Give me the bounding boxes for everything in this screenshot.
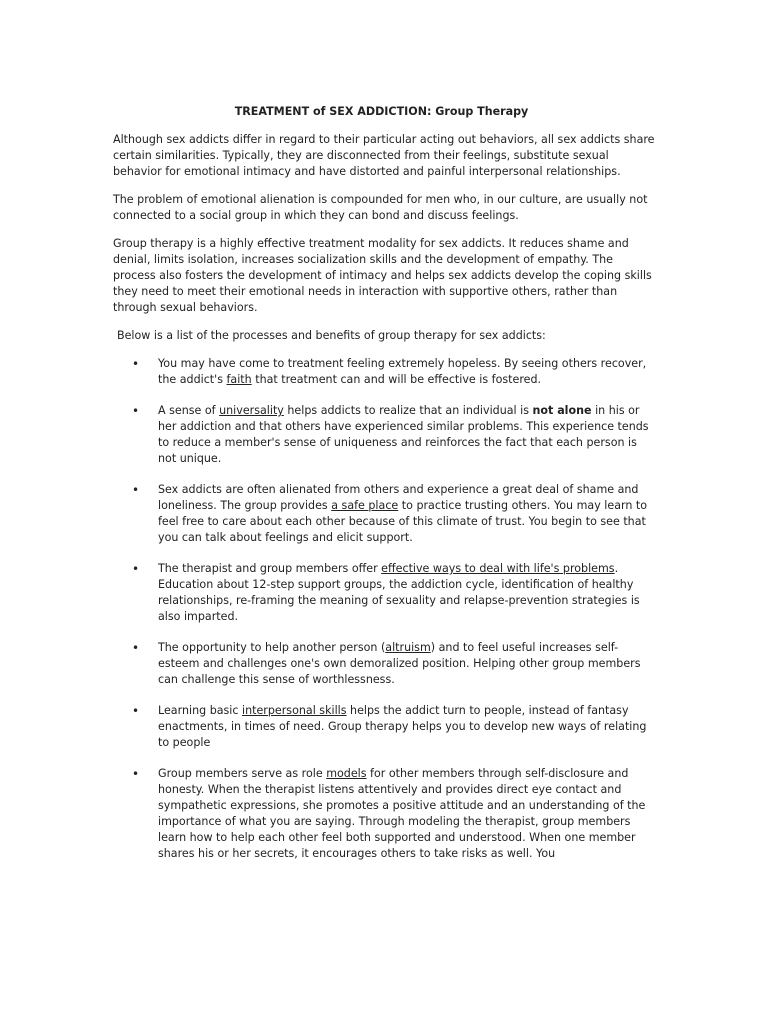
item-text: in his or her addiction and that others have experienced similar problems. This experience tends to reduce a member's sense of uniqueness and reinforces the fact that each person is not unique.	[158, 404, 649, 465]
list-item-altruism	[113, 640, 658, 688]
list-item-interpersonal-skills	[113, 703, 658, 751]
item-text: Sex addicts are often alienated from others and experience a great deal of shame and loneliness. The group provides	[158, 483, 639, 512]
item-keyword: universality	[219, 404, 284, 417]
list-item-models	[113, 766, 658, 862]
item-keyword: faith	[226, 373, 252, 386]
list-item-effective-ways	[113, 561, 658, 625]
paragraph-group-therapy: Group therapy is a highly effective treatment modality for sex addicts. It reduces shame and denial, limits isolation, increases socialization skills and the development of empathy. The process also fosters the development of intimacy and helps sex addicts develop the coping skills they need to meet their emotional needs in interaction with supportive others, rather than through sexual behaviors.	[113, 237, 652, 314]
bullet-icon: •	[132, 767, 140, 781]
benefits-intro: Below is a list of the processes and benefits of group therapy for sex addicts:	[117, 329, 546, 342]
item-text: Group members serve as role	[158, 767, 327, 780]
bullet-icon: •	[132, 483, 140, 497]
item-text: helps addicts to realize that an individual is	[283, 404, 533, 417]
item-text: The opportunity to help another person (	[158, 641, 386, 654]
item-keyword: effective ways to deal with life's problems	[381, 562, 615, 575]
item-text: for other members through self-disclosure and honesty. When the therapist listens attentively and provides direct eye contact and sympathetic expressions, she promotes a positive attitude and an understanding of the importance of what you are saying. Through modeling the therapist, group members learn how to help each other feel both supported and understood. When one member shares his or her secrets, it encourages others to take risks as well. You	[158, 767, 646, 860]
item-keyword: altruism	[385, 641, 431, 654]
paragraph-similarities: Although sex addicts differ in regard to their particular acting out behaviors, all sex addicts share certain similarities. Typically, they are disconnected from their feelings, substitute sexual behavior for emotional intimacy and have distorted and painful interpersonal relationships.	[113, 133, 655, 178]
document-title: TREATMENT of SEX ADDICTION: Group Therapy	[234, 105, 529, 118]
bullet-icon: •	[132, 404, 140, 418]
item-text: A sense of	[158, 404, 220, 417]
item-text: that treatment can and will be effective is fostered.	[251, 373, 542, 386]
item-text: The therapist and group members offer	[158, 562, 382, 575]
item-keyword: models	[326, 767, 367, 780]
list-item-safe-place	[113, 482, 658, 546]
item-emphasis: not alone	[532, 404, 592, 417]
item-text: ) and to feel useful increases self-esteem and challenges one's own demoralized position. Helping other group members can challenge this sense of worthlessness.	[158, 641, 641, 686]
item-text: You may have come to treatment feeling extremely hopeless. By seeing others recover, the addict's	[158, 357, 647, 386]
document-body	[113, 104, 658, 877]
item-text: to practice trusting others. You may learn to feel free to care about each other because of this climate of trust. You begin to see that you can talk about feelings and elicit support.	[158, 499, 648, 544]
benefits-list	[113, 356, 658, 862]
item-text: . Education about 12-step support groups, the addiction cycle, identification of healthy relationships, re-framing the meaning of sexuality and relapse-prevention strategies is also imparted.	[158, 562, 640, 623]
bullet-icon: •	[132, 704, 140, 718]
item-keyword: a safe place	[331, 499, 399, 512]
item-text: Learning basic	[158, 704, 243, 717]
item-text: helps the addict turn to people, instead of fantasy enactments, in times of need. Group therapy helps you to develop new ways of relating to people	[158, 704, 647, 749]
paragraph-alienation: The problem of emotional alienation is compounded for men who, in our culture, are usually not connected to a social group in which they can bond and discuss feelings.	[113, 193, 648, 222]
list-item-faith	[113, 356, 658, 388]
bullet-icon: •	[132, 641, 140, 655]
list-item-universality	[113, 403, 658, 467]
bullet-icon: •	[132, 562, 140, 576]
item-keyword: interpersonal skills	[242, 704, 347, 717]
bullet-icon: •	[132, 357, 140, 371]
